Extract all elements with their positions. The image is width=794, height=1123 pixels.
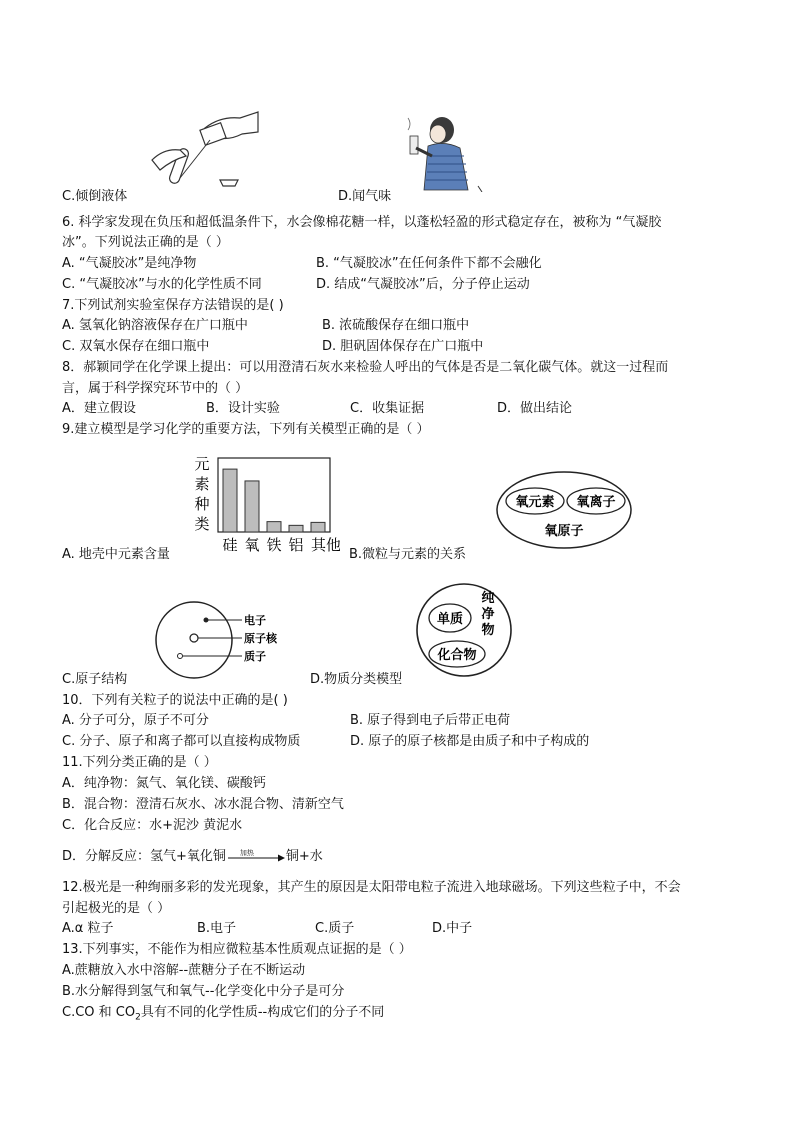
q8-stem-line1: 8．郝颖同学在化学课上提出：可以用澄清石灰水来检验人呼出的气体是否是二氧化碳气体。就这一过程而 (62, 360, 669, 375)
q8-option-c: C．收集证据 (350, 401, 425, 416)
q6-option-c: C. “气凝胶冰”与水的化学性质不同 (62, 277, 262, 292)
label-electron: 电子 (244, 614, 266, 627)
q6-option-b: B. “气凝胶冰”在任何条件下都不会融化 (316, 256, 542, 271)
q12-stem-line2: 引起极光的是（ ） (62, 901, 171, 916)
label-element-substance: 单质 (436, 612, 464, 627)
label-oxygen-element: 氧元素 (515, 495, 555, 510)
substance-classification-diagram (414, 582, 514, 678)
chart-ylabel-char: 元 (194, 455, 210, 473)
q12-stem-line1: 12.极光是一种绚丽多彩的发光现象，其产生的原因是太阳带电粒子流进入地球磁场。下列这些粒子中，不会 (62, 880, 681, 895)
q7-stem: 7.下列试剂实验室保存方法错误的是( ) (62, 298, 284, 313)
chart-category-label: 硅 (222, 536, 238, 552)
chart-ylabel-char: 种 (194, 495, 210, 513)
reaction-arrow (226, 848, 286, 866)
label-oxygen-ion: 氧离子 (576, 495, 616, 510)
label-compound: 化合物 (437, 648, 477, 663)
q11-option-c: C．化合反应：水+泥沙 黄泥水 (62, 818, 243, 833)
crust-element-chart (190, 452, 340, 552)
chart-bar (223, 469, 237, 532)
nucleus-dot (190, 634, 198, 642)
chart-category-label: 其他 (310, 536, 340, 552)
q6-stem-line1: 6. 科学家发现在负压和超低温条件下，水会像棉花糖一样，以蓬松轻盈的形式稳定存在，被称为 “气凝胶 (62, 215, 662, 230)
q11-option-a: A．纯净物：氮气、氧化镁、碳酸钙 (62, 776, 266, 791)
q11-option-b: B．混合物：澄清石灰水、冰水混合物、清新空气 (62, 797, 344, 812)
q5-option-c: C.倾倒液体 (62, 189, 128, 204)
atom-structure-diagram (150, 600, 290, 682)
chart-bar (311, 522, 325, 532)
q7-option-a: A. 氢氧化钠溶液保存在广口瓶中 (62, 318, 248, 333)
q11-d-right: 铜+水 (285, 849, 323, 864)
arrow-condition-label: 加热 (239, 849, 254, 857)
chart-category-label: 氧 (244, 536, 260, 552)
q13-option-a: A.蔗糖放入水中溶解--蔗糖分子在不断运动 (62, 963, 306, 978)
q11-stem: 11.下列分类正确的是（ ） (62, 755, 217, 770)
q10-option-d: D. 原子的原子核都是由质子和中子构成的 (350, 734, 590, 749)
q13-option-b: B.水分解得到氢气和氧气--化学变化中分子是可分 (62, 984, 345, 999)
chart-category-label: 铝 (288, 536, 304, 552)
pouring-liquid-illustration (150, 108, 260, 188)
chart-category-label: 铁 (266, 536, 282, 552)
q6-option-d: D. 结成“气凝胶冰”后，分子停止运动 (316, 277, 530, 292)
label-proton: 质子 (244, 650, 266, 663)
chart-ylabel-char: 类 (194, 515, 210, 533)
q10-option-c: C. 分子、原子和离子都可以直接构成物质 (62, 734, 301, 749)
label-nucleus: 原子核 (244, 632, 277, 645)
q10-stem: 10．下列有关粒子的说法中正确的是( ) (62, 693, 288, 708)
chart-bar (245, 481, 259, 532)
q8-option-a: A．建立假设 (62, 401, 136, 416)
q6-option-a: A. “气凝胶冰”是纯净物 (62, 256, 197, 271)
chart-bar (267, 522, 281, 532)
q12-option-b: B.电子 (197, 921, 237, 936)
smelling-gas-illustration (404, 112, 484, 192)
q9-option-d: D.物质分类模型 (310, 672, 403, 687)
q12-option-d: D.中子 (432, 921, 473, 936)
electron-dot (204, 618, 209, 623)
chart-bar (289, 525, 303, 532)
chart-ylabel-char: 素 (194, 475, 210, 493)
label-pure-char: 纯 (481, 591, 495, 606)
q11-d-left: D．分解反应：氢气+氧化铜 (62, 849, 226, 864)
q9-stem: 9.建立模型是学习化学的重要方法，下列有关模型正确的是（ ） (62, 422, 430, 437)
label-pure-char: 净 (481, 607, 495, 622)
label-pure-char: 物 (481, 623, 495, 638)
q13-stem: 13.下列事实，不能作为相应微粒基本性质观点证据的是（ ） (62, 942, 412, 957)
particle-element-diagram (495, 470, 635, 550)
q8-option-b: B．设计实验 (206, 401, 280, 416)
q10-option-b: B. 原子得到电子后带正电荷 (350, 713, 511, 728)
q9-option-b: B.微粒与元素的关系 (349, 547, 467, 562)
q13-option-c: C.CO 和 $CO_2$具有不同的化学性质--构成它们的分子不同 (62, 1005, 385, 1023)
q7-option-b: B. 浓硫酸保存在细口瓶中 (322, 318, 470, 333)
q12-option-c: C.质子 (315, 921, 355, 936)
q10-option-a: A. 分子可分，原子不可分 (62, 713, 209, 728)
q5-option-d: D.闻气味 (338, 189, 392, 204)
q6-stem-line2: 冰”。下列说法正确的是（ ） (62, 235, 229, 250)
q9-option-a: A. 地壳中元素含量 (62, 547, 170, 562)
proton-dot (178, 654, 183, 659)
q9-option-c: C.原子结构 (62, 672, 128, 687)
q8-option-d: D．做出结论 (497, 401, 573, 416)
q12-option-a: A.α 粒子 (62, 921, 114, 936)
q7-option-c: C. 双氧水保存在细口瓶中 (62, 339, 210, 354)
q7-option-d: D. 胆矾固体保存在广口瓶中 (322, 339, 484, 354)
q8-stem-line2: 言，属于科学探究环节中的（ ） (62, 381, 249, 396)
q11-option-d (62, 848, 323, 866)
label-oxygen-atom: 氧原子 (544, 524, 584, 539)
